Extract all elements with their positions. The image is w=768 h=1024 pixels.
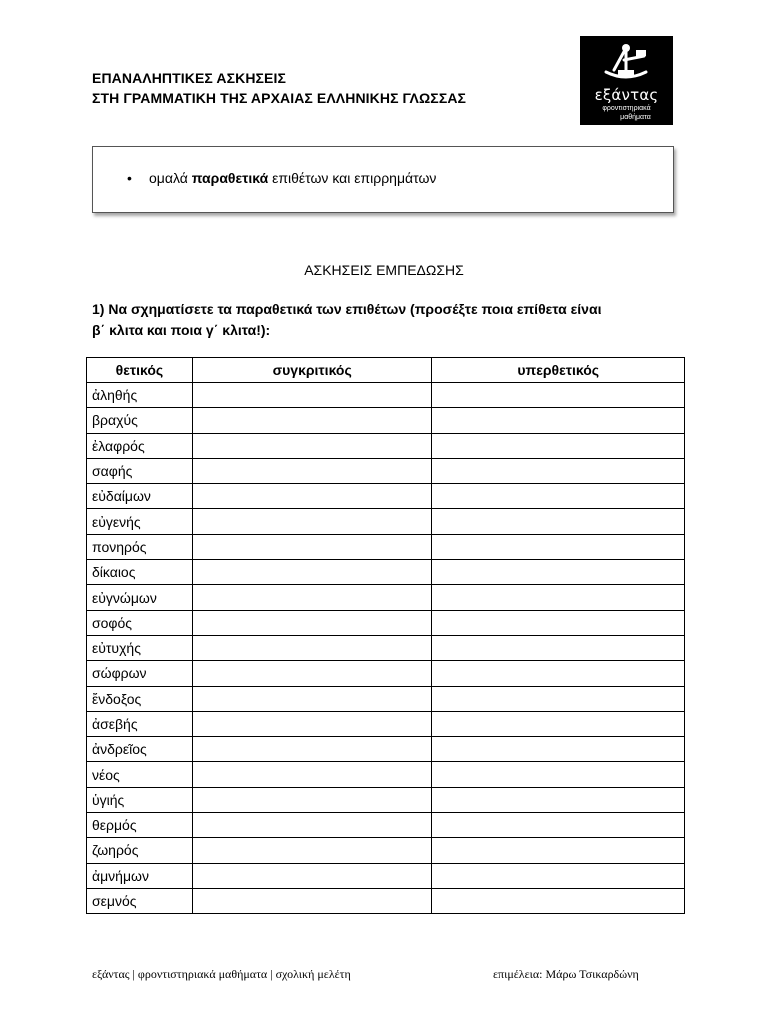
positive-adjective: εὐτυχής	[87, 635, 193, 660]
comparative-blank	[192, 433, 432, 458]
table-row	[87, 383, 685, 408]
positive-adjective: νέος	[87, 762, 193, 787]
comparative-blank	[192, 787, 432, 812]
table-row	[87, 509, 685, 534]
header-comparative: συγκριτικός	[192, 358, 432, 383]
exantas-logo	[580, 36, 673, 125]
table-row	[87, 560, 685, 585]
logo-subtitle-2: μαθήματα	[620, 114, 651, 121]
logo-brand: εξάντας	[594, 86, 659, 104]
positive-adjective: ἀληθής	[87, 383, 193, 408]
comparative-blank	[192, 408, 432, 433]
superlative-blank	[432, 888, 685, 913]
comparative-blank	[192, 737, 432, 762]
comparative-blank	[192, 534, 432, 559]
positive-adjective: ὑγιής	[87, 787, 193, 812]
topic-item	[127, 170, 436, 186]
table-body	[87, 383, 685, 914]
positive-adjective: βραχύς	[87, 408, 193, 433]
comparative-blank	[192, 813, 432, 838]
header-line-2: ΣΤΗ ΓΡΑΜΜΑΤΙΚΗ ΤΗΣ ΑΡΧΑΙΑΣ ΕΛΛΗΝΙΚΗΣ ΓΛΩΣΣΑΣ	[92, 90, 467, 106]
document-header	[92, 68, 466, 108]
exercise-line-2: β΄ κλιτα και ποια γ΄ κλιτα!):	[92, 322, 271, 338]
superlative-blank	[432, 560, 685, 585]
comparative-blank	[192, 661, 432, 686]
comparative-blank	[192, 762, 432, 787]
positive-adjective: σαφής	[87, 458, 193, 483]
header-positive: θετικός	[87, 358, 193, 383]
comparative-blank	[192, 458, 432, 483]
table-row	[87, 408, 685, 433]
comparison-table	[86, 357, 685, 914]
superlative-blank	[432, 585, 685, 610]
superlative-blank	[432, 787, 685, 812]
superlative-blank	[432, 661, 685, 686]
positive-adjective: σοφός	[87, 610, 193, 635]
table-row	[87, 458, 685, 483]
positive-adjective: σεμνός	[87, 888, 193, 913]
table-row	[87, 635, 685, 660]
positive-adjective: σώφρων	[87, 661, 193, 686]
header-superlative: υπερθετικός	[432, 358, 685, 383]
table-row	[87, 863, 685, 888]
table-row	[87, 711, 685, 736]
positive-adjective: ἀνδρεῖος	[87, 737, 193, 762]
exercise-instructions	[92, 299, 692, 341]
superlative-blank	[432, 433, 685, 458]
comparative-blank	[192, 863, 432, 888]
topic-bold: παραθετικά	[191, 170, 269, 186]
table-header-row	[87, 358, 685, 383]
superlative-blank	[432, 863, 685, 888]
comparative-blank	[192, 560, 432, 585]
positive-adjective: θερμός	[87, 813, 193, 838]
positive-adjective: εὐδαίμων	[87, 484, 193, 509]
table-row	[87, 762, 685, 787]
positive-adjective: εὐγνώμων	[87, 585, 193, 610]
positive-adjective: ἐλαφρός	[87, 433, 193, 458]
table-row	[87, 484, 685, 509]
superlative-blank	[432, 534, 685, 559]
topic-prefix: ομαλά	[149, 170, 192, 186]
exercise-line-1: 1) Να σχηματίσετε τα παραθετικά των επιθέτων (προσέξτε ποια επίθετα είναι	[92, 301, 602, 317]
table-row	[87, 838, 685, 863]
table-row	[87, 585, 685, 610]
table-row	[87, 534, 685, 559]
superlative-blank	[432, 737, 685, 762]
table-row	[87, 433, 685, 458]
comparative-blank	[192, 711, 432, 736]
table-row	[87, 787, 685, 812]
superlative-blank	[432, 686, 685, 711]
topic-suffix: επιθέτων και επιρρημάτων	[268, 170, 437, 186]
superlative-blank	[432, 762, 685, 787]
superlative-blank	[432, 484, 685, 509]
comparative-blank	[192, 610, 432, 635]
positive-adjective: δίκαιος	[87, 560, 193, 585]
table-row	[87, 686, 685, 711]
logo-subtitle-1: φροντιστηριακά	[602, 105, 651, 112]
superlative-blank	[432, 838, 685, 863]
positive-adjective: ἔνδοξος	[87, 686, 193, 711]
topic-box	[92, 146, 674, 213]
superlative-blank	[432, 458, 685, 483]
comparative-blank	[192, 838, 432, 863]
table-row	[87, 737, 685, 762]
table-row	[87, 813, 685, 838]
comparative-blank	[192, 686, 432, 711]
superlative-blank	[432, 635, 685, 660]
sextant-icon	[598, 42, 654, 86]
comparative-blank	[192, 888, 432, 913]
positive-adjective: ἀσεβής	[87, 711, 193, 736]
superlative-blank	[432, 408, 685, 433]
positive-adjective: εὐγενής	[87, 509, 193, 534]
superlative-blank	[432, 383, 685, 408]
comparative-blank	[192, 585, 432, 610]
superlative-blank	[432, 610, 685, 635]
table-row	[87, 661, 685, 686]
positive-adjective: ζωηρός	[87, 838, 193, 863]
positive-adjective: ἀμνήμων	[87, 863, 193, 888]
footer-left: εξάντας | φροντιστηριακά μαθήματα | σχολική μελέτη	[92, 967, 351, 981]
superlative-blank	[432, 711, 685, 736]
comparative-blank	[192, 383, 432, 408]
section-heading: ΑΣΚΗΣΕΙΣ ΕΜΠΕΔΩΣΗΣ	[304, 262, 464, 278]
positive-adjective: πονηρός	[87, 534, 193, 559]
table-row	[87, 888, 685, 913]
header-line-1: ΕΠΑΝΑΛΗΠΤΙΚΕΣ ΑΣΚΗΣΕΙΣ	[92, 70, 286, 86]
table-row	[87, 610, 685, 635]
superlative-blank	[432, 813, 685, 838]
footer-right: επιμέλεια: Μάρω Τσικαρδώνη	[493, 967, 639, 981]
superlative-blank	[432, 509, 685, 534]
comparative-blank	[192, 484, 432, 509]
comparative-blank	[192, 635, 432, 660]
bullet-icon: •	[127, 170, 132, 186]
comparative-blank	[192, 509, 432, 534]
